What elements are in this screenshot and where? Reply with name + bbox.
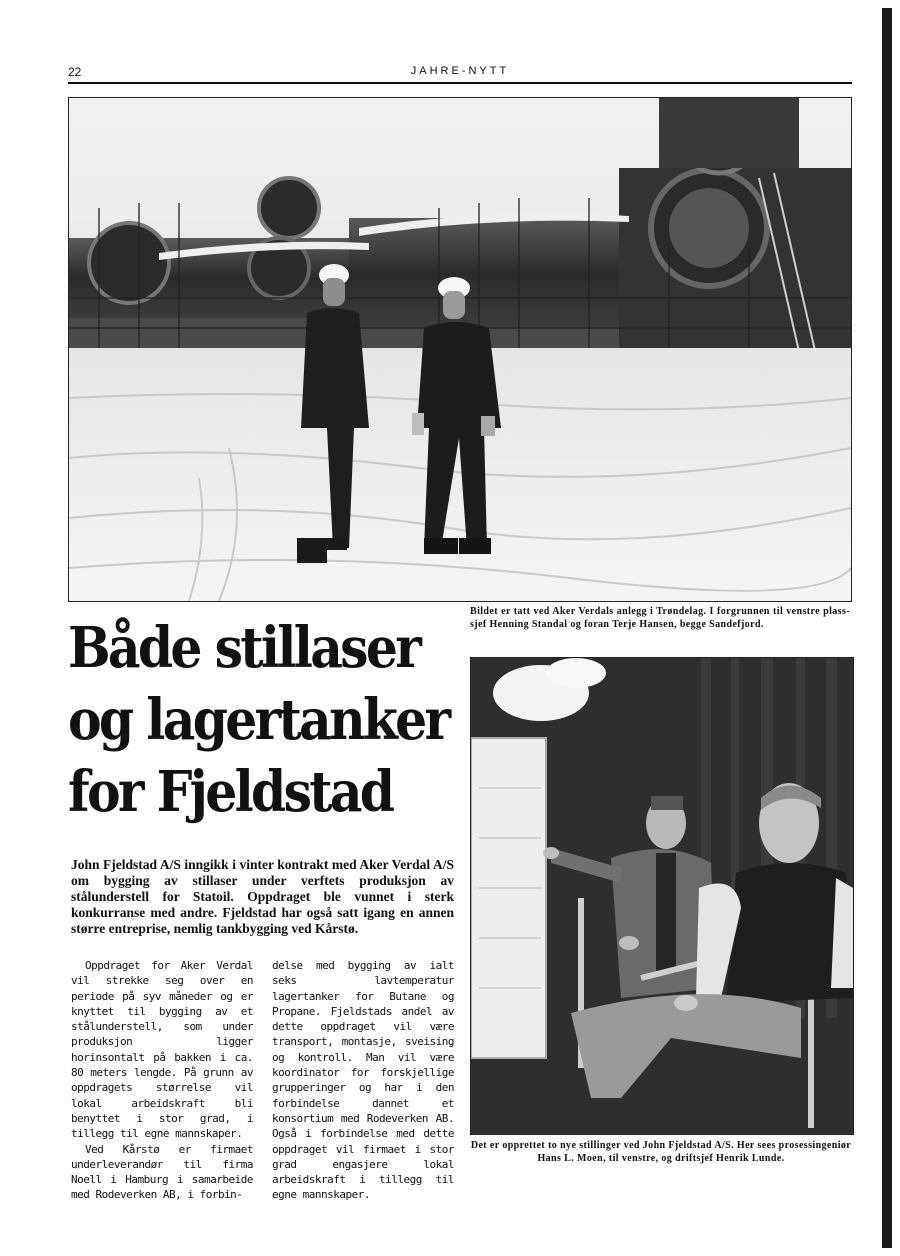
article-lead: John Fjeldstad A/S inngikk i vinter kontrakt med Aker Verdal A/S om bygging av stillaser under verftets produksjon av stålunderstell for Statoil. Oppdraget ble vunnet i sterk konkurranse med andre. Fjeldstad har også satt igang en annen større entreprise, nemlig tankbygging ved Kårstø. (71, 857, 454, 936)
headline-line-3: for Fjeldstad (68, 759, 393, 825)
photo-office (470, 657, 854, 1135)
body-paragraph: Ved Kårstø er firmaet underleverandør til firma Noell i Hamburg i samarbeide med Rodeverken AB, i forbin- (71, 1142, 253, 1202)
page-number: 22 (68, 65, 82, 79)
binding-edge (882, 8, 892, 1248)
photo-caption-shipyard: Bildet er tatt ved Aker Verdals anlegg i Trøndelag. I forgrunnen til venstre plass-sjef Henning Standal og foran Terje Hansen, begge Sandefjord. (470, 606, 850, 630)
header-rule (68, 82, 852, 84)
body-paragraph: delse med bygging av ialt seks lavtemperatur lagertanker for Butane og Propane. Fjeldstads andel av dette oppdraget vil være transport, montasje, sveising og kontroll. Man vil være koordinator for forskjellige grupperinger og har i den forbindelse dannet et konsortium med Rodeverken AB. Også i forbindelse med dette oppdraget vil firmaet i stor grad engasjere lokal arbeidskraft i tillegg til egne mannskaper. (272, 959, 454, 1202)
body-column-1 (71, 958, 253, 1203)
headline-line-2: og lagertanker (68, 687, 449, 753)
article-headline (68, 612, 449, 828)
running-head: JAHRE-NYTT (410, 65, 510, 77)
headline-line-1: Både stillaser (68, 615, 420, 681)
photo-shipyard (68, 97, 852, 602)
photo-caption-office: Det er opprettet to nye stillinger ved John Fjeldstad A/S. Her sees prosessingeniør Hans L. Moen, til venstre, og driftsjef Henrik Lunde. (470, 1140, 852, 1164)
body-column-2 (272, 958, 454, 1203)
body-paragraph: Oppdraget for Aker Verdal vil strekke seg over en periode på syv måneder og er knyttet til bygging av et stålunderstell, som under produksjon ligger horinsontalt på bakken i ca. 80 meters lengde. På grunn av oppdragets størrelse vil lokal arbeidskraft bli benyttet i stor grad, i tillegg til egne mannskaper. (71, 959, 253, 1141)
